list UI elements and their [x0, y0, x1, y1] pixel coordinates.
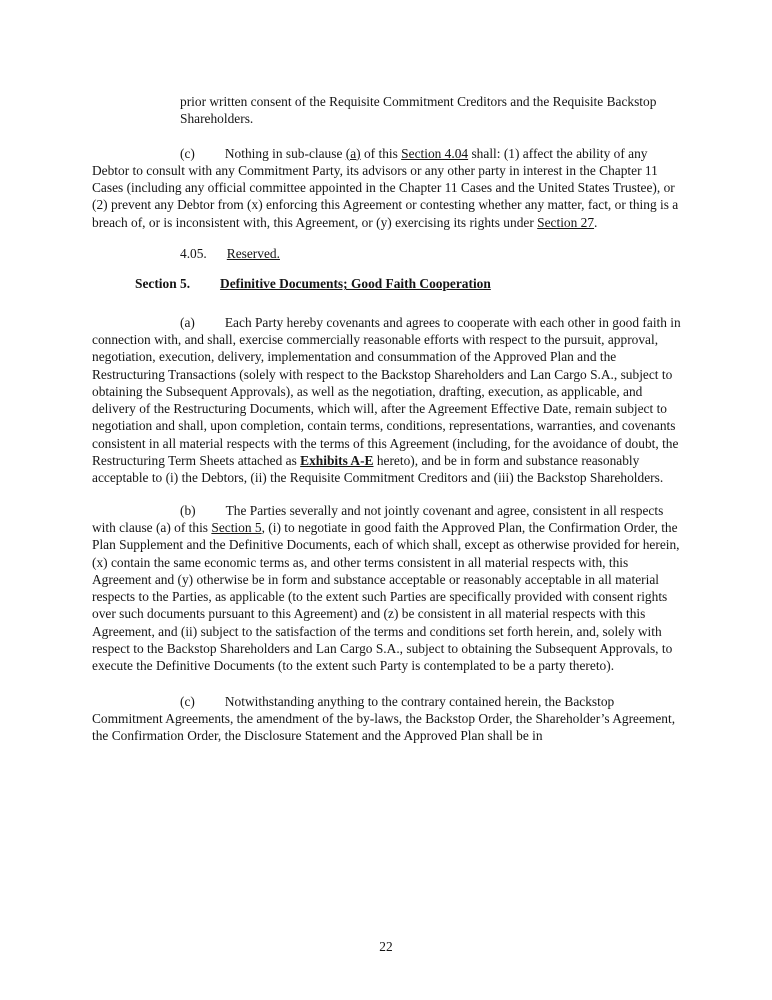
text-run: The Parties severally and not jointly covenant and agree, consistent in all respects with clause (a) of this [92, 502, 664, 535]
text-run: (b) [180, 502, 196, 518]
text-run: Section 27 [537, 214, 595, 230]
text-run: (a) [345, 145, 361, 161]
text-run: Nothing in sub-clause [224, 145, 346, 161]
text-run: prior written consent of the Requisite Commitment Creditors and the Requisite Backstop Shareholders. [180, 94, 657, 127]
text-run: . [594, 214, 598, 230]
text-run: Each Party hereby covenants and agrees to cooperate with each other in good faith in connection with, and shall, exercise commercially reasonable efforts with respect to the pursuit, approval, negotiation, execution, delivery, implementation and consummation of the Approved Plan and the Restructuring Transactions (solely with respect to the Backstop Shareholders and Lan Cargo S.A., subject to obtaining the Subsequent Approvals), as well as the negotiation, drafting, execution, as applicable, and delivery of the Restructuring Documents, which will, after the Agreement Effective Date, remain subject to negotiation and shall, upon completion, contain terms, conditions, representations, warranties, and covenants consistent in all material respects with the terms of this Agreement (including, for the avoidance of doubt, the Restructuring Term Sheets attached as [92, 314, 681, 469]
text-run: Section 4.04 [401, 145, 469, 161]
subsection-4-05 [180, 245, 682, 262]
text-run: , (i) to negotiate in good faith the Approved Plan, the Confirmation Order, the Plan Supplement and the Definitive Documents, each of which shall, except as otherwise provided for herein, (x) contain the same economic terms as, and other terms consistent in all material respects with, this Agreement and (y) otherwise be in form and substance acceptable or reasonably acceptable in all material respects to the Parties, as applicable (to the extent such Parties are specifically provided with consent rights over such documents pursuant to this Agreement) and (z) be consistent in all material respects with this Agreement, and (ii) subject to the satisfaction of the terms and conditions set forth herein, and, solely with respect to the Backstop Shareholders and Lan Cargo S.A., subject to obtaining the Subsequent Approvals, to execute the Definitive Documents (to the extent such Party is contemplated to be a party thereto). [92, 519, 680, 674]
text-run: Definitive Documents; Good Faith Cooperation [220, 276, 491, 292]
text-run: Notwithstanding anything to the contrary contained herein, the Backstop Commitment Agreements, the amendment of the by-laws, the Backstop Order, the Shareholder’s Agreement, the Confirmation Order, the Disclosure Statement and the Approved Plan shall be in [92, 693, 676, 744]
text-run: (c) [180, 693, 195, 709]
paragraph-a [92, 314, 682, 487]
text-run: hereto), and be in form and substance reasonably acceptable to (i) the Debtors, (ii) the Requisite Commitment Creditors and (iii) the Backstop Shareholders. [92, 453, 664, 486]
text-run: Reserved. [226, 246, 280, 262]
text-run: Section 5 [211, 519, 262, 535]
text-run: 4.05. [180, 246, 207, 262]
text-run: Exhibits A-E [300, 453, 374, 469]
text-run: (a) [180, 314, 195, 330]
page-number: 22 [379, 939, 393, 954]
text-run: Section 5. [135, 276, 191, 292]
text-run: (c) [180, 145, 195, 161]
document-body [92, 93, 682, 745]
section-5-heading [135, 275, 682, 292]
continuation-quote [180, 93, 682, 128]
text-run: of this [360, 145, 402, 161]
paragraph-c-section-4-04 [92, 145, 682, 231]
text-run: shall: (1) affect the ability of any Debtor to consult with any Commitment Party, its advisors or any other party in interest in the Chapter 11 Cases (including any official committee appointed in the Chapter 11 Cases and the United States Trustee), or (2) prevent any Debtor from (x) enforcing this Agreement or contesting whether any matter, fact, or thing is a breach of, or is inconsistent with, this Agreement, or (y) exercising its rights under [92, 145, 679, 230]
paragraph-c-notwithstanding [92, 693, 682, 745]
paragraph-b [92, 502, 682, 675]
